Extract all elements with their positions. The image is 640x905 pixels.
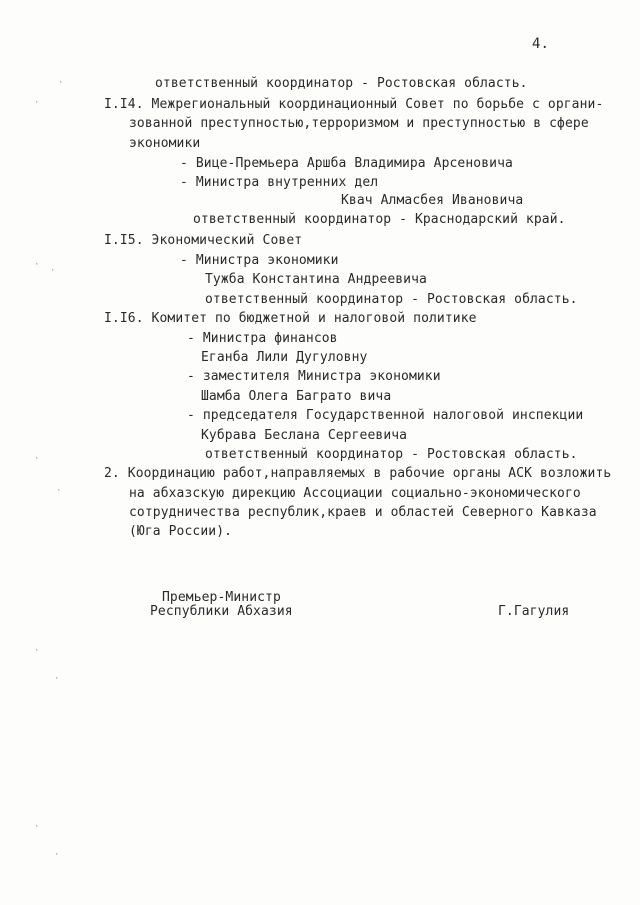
item-1-14-heading: I.I4. Межрегиональный координационный Совет по борьбе с органи- <box>104 97 604 112</box>
list-item: - Вице-Премьера Аршба Владимира Арсеновича <box>180 156 513 171</box>
scan-speck: · <box>58 78 64 88</box>
scan-speck: · <box>54 850 60 860</box>
scan-speck: · <box>34 260 40 270</box>
text-line: ответственный координатор - Ростовская область. <box>155 76 528 91</box>
item-1-15-heading: I.I5. Экономический Совет <box>104 233 303 248</box>
text-line: сотрудничества республик,краев и областей Северного Кавказа <box>129 505 597 520</box>
item-1-16-heading: I.I6. Комитет по бюджетной и налоговой политике <box>104 311 477 326</box>
scan-speck: · <box>34 454 40 464</box>
signature-name: Г.Гагулия <box>498 604 570 619</box>
scan-speck: · <box>54 674 60 684</box>
signature-title: Республики Абхазия <box>150 604 293 619</box>
list-item: - Министра финансов <box>187 331 338 346</box>
page-number: 4. <box>532 36 550 52</box>
person-name: Еганба Лили Дугуловну <box>201 350 368 365</box>
list-item: - Министра экономики <box>180 253 339 268</box>
list-item: - заместителя Министра экономики <box>187 369 441 384</box>
text-line: (Юга России). <box>129 524 233 539</box>
person-name: Тужба Константина Андреевича <box>205 272 427 287</box>
text-line: ответственный координатор - Ростовская область. <box>205 447 578 462</box>
item-2-paragraph: 2. Координацию работ,направляемых в рабочие органы АСК возложить <box>104 466 612 481</box>
list-item: - председателя Государственной налоговой инспекции <box>187 408 584 423</box>
text-line: экономики <box>129 136 201 151</box>
scan-speck: · <box>56 486 62 496</box>
scan-speck: · <box>34 646 40 656</box>
text-line: зованной преступностью,терроризмом и преступностью в сфере <box>129 116 589 131</box>
signature-title: Премьер-Министр <box>162 590 281 605</box>
person-name: Квач Алмасбея Ивановича <box>341 193 524 208</box>
scan-speck: · <box>34 822 40 832</box>
person-name: Кубрава Беслана Сергеевича <box>201 428 408 443</box>
list-item: - Министра внутренних дел <box>180 175 379 190</box>
scan-speck: · <box>34 98 40 108</box>
scan-speck: · <box>50 266 56 276</box>
text-line: ответственный координатор - Краснодарский край. <box>193 212 566 227</box>
text-line: ответственный координатор - Ростовская область. <box>205 292 578 307</box>
person-name: Шамба Олега Баграто вича <box>201 389 392 404</box>
text-line: на абхазскую дирекцию Ассоциации социально-экономического <box>129 486 581 501</box>
